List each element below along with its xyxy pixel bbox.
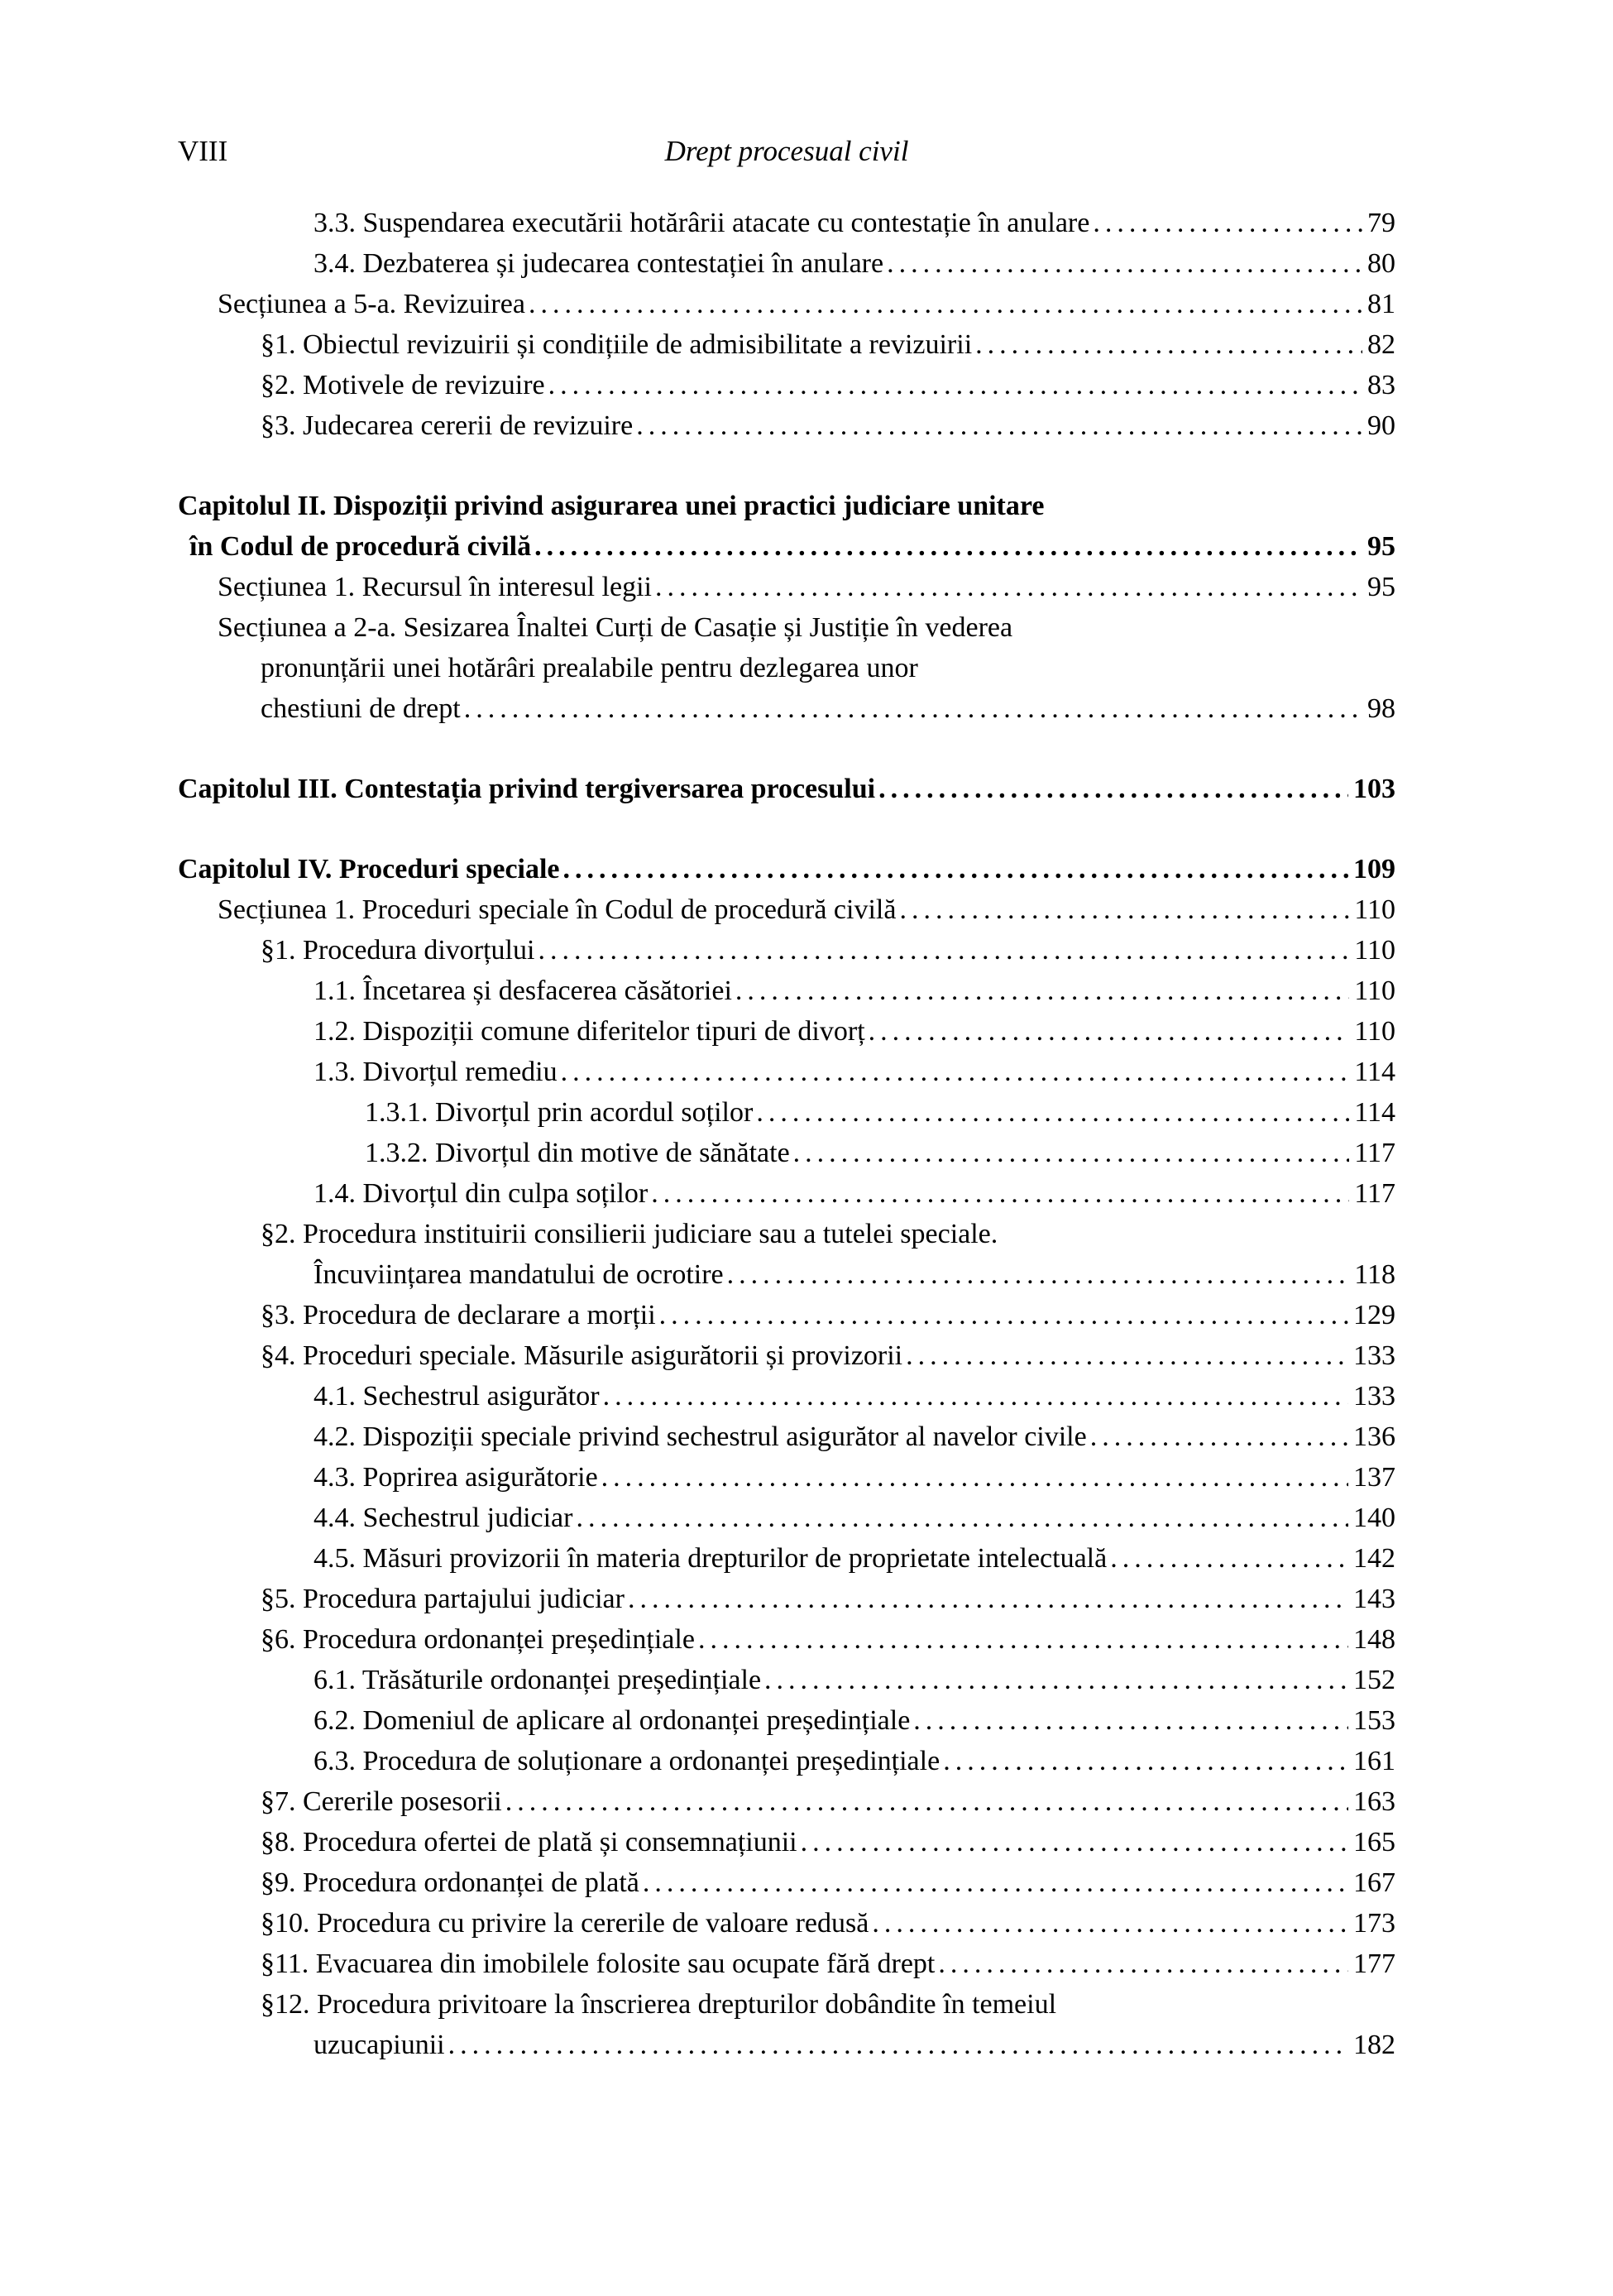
toc-entry [178, 1052, 1395, 1092]
toc-entry [178, 769, 1395, 809]
toc-entry [178, 1619, 1395, 1660]
toc-row [178, 1700, 1395, 1741]
toc-row [178, 971, 1395, 1011]
toc-row [178, 1173, 1395, 1214]
dot-leader [655, 567, 1362, 607]
toc-row [178, 1416, 1395, 1457]
toc-entry [178, 1335, 1395, 1376]
dot-leader [793, 1133, 1350, 1173]
toc-row [178, 2025, 1395, 2065]
dot-leader [764, 1660, 1348, 1700]
toc-page-number: 81 [1367, 289, 1395, 319]
toc-entry [178, 284, 1395, 324]
dot-leader [698, 1619, 1348, 1660]
dot-leader [659, 1295, 1348, 1335]
toc-entry-title: Secțiunea a 5-a. Revizuirea [218, 289, 525, 319]
dot-leader [756, 1092, 1349, 1133]
toc-row [178, 284, 1395, 324]
toc-entry [178, 486, 1395, 567]
dot-leader [603, 1376, 1348, 1416]
toc-row [178, 1254, 1395, 1295]
toc-entry [178, 365, 1395, 405]
toc-entry [178, 930, 1395, 971]
toc-page-number: 109 [1353, 854, 1395, 884]
dot-leader [943, 1741, 1348, 1781]
toc-page-number: 95 [1367, 531, 1395, 562]
toc-entry [178, 203, 1395, 243]
toc-page-number: 95 [1367, 572, 1395, 602]
toc-entry [178, 1984, 1395, 2065]
toc-page-number: 163 [1353, 1786, 1395, 1817]
toc-row [178, 1092, 1395, 1133]
toc-page-number: 140 [1353, 1503, 1395, 1533]
toc-page-number: 143 [1353, 1584, 1395, 1614]
toc-row [178, 1498, 1395, 1538]
toc-entry [178, 1214, 1395, 1295]
toc-page-number: 182 [1353, 2030, 1395, 2060]
running-title: Drept procesual civil [664, 135, 909, 167]
toc-page-number: 152 [1353, 1665, 1395, 1695]
toc-page-number: 110 [1354, 935, 1395, 966]
toc-row [178, 1862, 1395, 1903]
toc-page-number: 161 [1353, 1746, 1395, 1776]
toc-entry [178, 1011, 1395, 1052]
dot-leader [1090, 1416, 1348, 1457]
toc-entry [178, 1376, 1395, 1416]
toc-entry-title: 1.4. Divorțul din culpa soților [314, 1178, 649, 1209]
toc-row [178, 1457, 1395, 1498]
toc-row [178, 1335, 1395, 1376]
page-content [178, 131, 1395, 2065]
toc-row [178, 1944, 1395, 1984]
dot-leader [906, 1335, 1348, 1376]
dot-leader [563, 849, 1348, 889]
dot-leader [636, 405, 1362, 446]
toc-entry-title: §6. Procedura ordonanței președințiale [261, 1624, 695, 1655]
dot-leader [561, 1052, 1350, 1092]
toc-entry [178, 1457, 1395, 1498]
page-header [178, 131, 1395, 171]
dot-leader [538, 930, 1349, 971]
toc-page-number: 98 [1367, 693, 1395, 724]
toc-row [178, 1579, 1395, 1619]
toc-page-number: 148 [1353, 1624, 1395, 1655]
toc-entry [178, 607, 1395, 729]
dot-leader [872, 1903, 1348, 1944]
toc-entry-title: 6.3. Procedura de soluționare a ordonanței președințiale [314, 1746, 941, 1776]
dot-leader [643, 1862, 1348, 1903]
toc-page-number: 103 [1353, 774, 1395, 804]
toc-row [178, 526, 1395, 567]
toc-row [178, 405, 1395, 446]
dot-leader [913, 1700, 1348, 1741]
toc-row [178, 1214, 1395, 1254]
toc-entry-title: §5. Procedura partajului judiciar [261, 1584, 625, 1614]
dot-leader [735, 971, 1349, 1011]
toc-entry-title: §2. Procedura instituirii consilierii judiciare sau a tutelei speciale. [261, 1219, 998, 1249]
toc-page-number: 79 [1367, 208, 1395, 238]
toc-entry [178, 1741, 1395, 1781]
toc-row [178, 365, 1395, 405]
toc-entry-title: 1.1. Încetarea și desfacerea căsătoriei [314, 975, 732, 1006]
toc-page-number: 118 [1354, 1259, 1395, 1290]
toc-entry [178, 243, 1395, 284]
toc-entry-title: Secțiunea 1. Proceduri speciale în Codul de procedură civilă [218, 894, 897, 925]
toc-entry-title: §7. Cererile posesorii [261, 1786, 502, 1817]
dot-leader [899, 889, 1349, 930]
toc-entry-title: 6.2. Domeniul de aplicare al ordonanței președințiale [314, 1705, 911, 1736]
toc-row [178, 243, 1395, 284]
toc-entry [178, 971, 1395, 1011]
toc-entry-title: 4.3. Poprirea asigurătorie [314, 1462, 598, 1493]
toc-page-number: 137 [1353, 1462, 1395, 1493]
toc-row [178, 930, 1395, 971]
dot-leader [1110, 1538, 1348, 1579]
toc-row [178, 1984, 1395, 2025]
dot-leader [464, 688, 1362, 729]
toc-entry-title: Încuviințarea mandatului de ocrotire [314, 1259, 724, 1290]
toc-entry-title: §10. Procedura cu privire la cererile de valoare redusă [261, 1908, 869, 1939]
toc-page-number: 177 [1353, 1948, 1395, 1979]
toc-entry [178, 1944, 1395, 1984]
toc-entry [178, 405, 1395, 446]
toc-entry-title: §1. Obiectul revizuirii și condițiile de admisibilitate a revizuirii [261, 329, 973, 360]
toc-entry [178, 1660, 1395, 1700]
toc-entry-title: §4. Proceduri speciale. Măsurile asigurătorii și provizorii [261, 1340, 903, 1371]
toc-page-number: 129 [1353, 1300, 1395, 1330]
toc-page-number: 114 [1354, 1057, 1395, 1087]
toc-entry-title: §9. Procedura ordonanței de plată [261, 1867, 639, 1898]
toc-page-number: 142 [1353, 1543, 1395, 1574]
toc-row [178, 1903, 1395, 1944]
dot-leader [801, 1822, 1348, 1862]
dot-leader [727, 1254, 1350, 1295]
toc-row [178, 1295, 1395, 1335]
toc-row [178, 1538, 1395, 1579]
dot-leader [651, 1173, 1349, 1214]
toc-row [178, 648, 1395, 688]
toc-row [178, 1011, 1395, 1052]
toc-page-number: 167 [1353, 1867, 1395, 1898]
toc-page-number: 133 [1353, 1340, 1395, 1371]
toc-entry [178, 1173, 1395, 1214]
toc-row [178, 1660, 1395, 1700]
toc-page-number: 136 [1353, 1421, 1395, 1452]
toc-entry [178, 324, 1395, 365]
dot-leader [878, 769, 1348, 809]
toc-entry [178, 1498, 1395, 1538]
toc-row [178, 1822, 1395, 1862]
toc-entry-title: 6.1. Trăsăturile ordonanței președințiale [314, 1665, 762, 1695]
dot-leader [576, 1498, 1348, 1538]
toc-entry-title: 3.4. Dezbaterea și judecarea contestației în anulare [314, 248, 884, 279]
toc-entry-title: 1.3.2. Divorțul din motive de sănătate [365, 1138, 790, 1168]
toc-row [178, 1376, 1395, 1416]
toc-row [178, 324, 1395, 365]
toc-row [178, 607, 1395, 648]
dot-leader [1093, 203, 1362, 243]
dot-leader [938, 1944, 1348, 1984]
toc-row [178, 769, 1395, 809]
toc-row [178, 1741, 1395, 1781]
toc-entry-title: Capitolul III. Contestația privind tergiversarea procesului [178, 774, 876, 804]
toc-entry-title: 4.1. Sechestrul asigurător [314, 1381, 600, 1412]
dot-leader [628, 1579, 1348, 1619]
toc-entry-title: 1.3. Divorțul remediu [314, 1057, 558, 1087]
toc-entry-title: în Codul de procedură civilă [189, 531, 532, 562]
toc-row [178, 1052, 1395, 1092]
toc-entry-title: §8. Procedura ofertei de plată și consemnațiunii [261, 1827, 797, 1857]
toc-row [178, 688, 1395, 729]
toc-entry-title: Capitolul II. Dispoziții privind asigurarea unei practici judiciare unitare [178, 491, 1045, 521]
toc-entry [178, 1903, 1395, 1944]
toc-row [178, 203, 1395, 243]
toc-entry-title: 1.3.1. Divorțul prin acordul soților [365, 1097, 754, 1128]
toc-entry [178, 1700, 1395, 1741]
toc-list [178, 203, 1395, 2065]
toc-page-number: 133 [1353, 1381, 1395, 1412]
toc-entry-title: §12. Procedura privitoare la înscrierea drepturilor dobândite în temeiul [261, 1989, 1057, 2020]
toc-entry-title: 4.5. Măsuri provizorii în materia drepturilor de proprietate intelectuală [314, 1543, 1108, 1574]
toc-entry [178, 1822, 1395, 1862]
toc-page-number: 90 [1367, 410, 1395, 441]
toc-page-number: 80 [1367, 248, 1395, 279]
dot-leader [975, 324, 1362, 365]
dot-leader [887, 243, 1362, 284]
toc-entry-title: 1.2. Dispoziții comune diferitelor tipuri de divorț [314, 1016, 865, 1047]
folio-page-number: VIII [178, 135, 228, 167]
toc-entry-title: uzucapiunii [314, 2030, 445, 2060]
toc-page-number: 173 [1353, 1908, 1395, 1939]
dot-leader [448, 2025, 1348, 2065]
toc-page-number: 114 [1354, 1097, 1395, 1128]
toc-entry-title: 3.3. Suspendarea executării hotărârii atacate cu contestație în anulare [314, 208, 1090, 238]
toc-page-number: 153 [1353, 1705, 1395, 1736]
toc-page-number: 82 [1367, 329, 1395, 360]
toc-entry-title: 4.2. Dispoziții speciale privind sechestrul asigurător al navelor civile [314, 1421, 1087, 1452]
toc-entry [178, 889, 1395, 930]
dot-leader [529, 284, 1362, 324]
toc-entry-title: chestiuni de drept [261, 693, 461, 724]
toc-entry-title: Secțiunea 1. Recursul în interesul legii [218, 572, 652, 602]
toc-page-number: 117 [1354, 1138, 1395, 1168]
toc-entry-title: pronunțării unei hotărâri prealabile pentru dezlegarea unor [261, 653, 918, 683]
toc-page-number: 110 [1354, 894, 1395, 925]
dot-leader [601, 1457, 1348, 1498]
toc-entry [178, 1538, 1395, 1579]
toc-entry-title: §3. Judecarea cererii de revizuire [261, 410, 634, 441]
toc-entry-title: §2. Motivele de revizuire [261, 370, 545, 400]
toc-entry [178, 1133, 1395, 1173]
toc-row [178, 1133, 1395, 1173]
toc-row [178, 567, 1395, 607]
toc-page-number: 110 [1354, 1016, 1395, 1047]
dot-leader [869, 1011, 1350, 1052]
toc-entry [178, 849, 1395, 889]
toc-row [178, 889, 1395, 930]
dot-leader [505, 1781, 1348, 1822]
toc-entry-title: Secțiunea a 2-a. Sesizarea Înaltei Curți de Casație și Justiție în vederea [218, 612, 1013, 643]
toc-page-number: 117 [1354, 1178, 1395, 1209]
toc-entry [178, 1781, 1395, 1822]
toc-page-number: 165 [1353, 1827, 1395, 1857]
toc-entry-title: §3. Procedura de declarare a morții [261, 1300, 656, 1330]
toc-entry [178, 1416, 1395, 1457]
toc-row [178, 1781, 1395, 1822]
dot-leader [548, 365, 1362, 405]
toc-entry-title: 4.4. Sechestrul judiciar [314, 1503, 573, 1533]
toc-row [178, 849, 1395, 889]
toc-entry [178, 1092, 1395, 1133]
toc-entry-title: Capitolul IV. Proceduri speciale [178, 854, 560, 884]
toc-entry [178, 1295, 1395, 1335]
dot-leader [534, 526, 1362, 567]
toc-entry [178, 1862, 1395, 1903]
toc-entry-title: §1. Procedura divorțului [261, 935, 535, 966]
toc-entry [178, 567, 1395, 607]
toc-entry-title: §11. Evacuarea din imobilele folosite sau ocupate fără drept [261, 1948, 936, 1979]
toc-page-number: 83 [1367, 370, 1395, 400]
toc-row [178, 1619, 1395, 1660]
toc-entry [178, 1579, 1395, 1619]
toc-page-number: 110 [1354, 975, 1395, 1006]
toc-row [178, 486, 1395, 526]
